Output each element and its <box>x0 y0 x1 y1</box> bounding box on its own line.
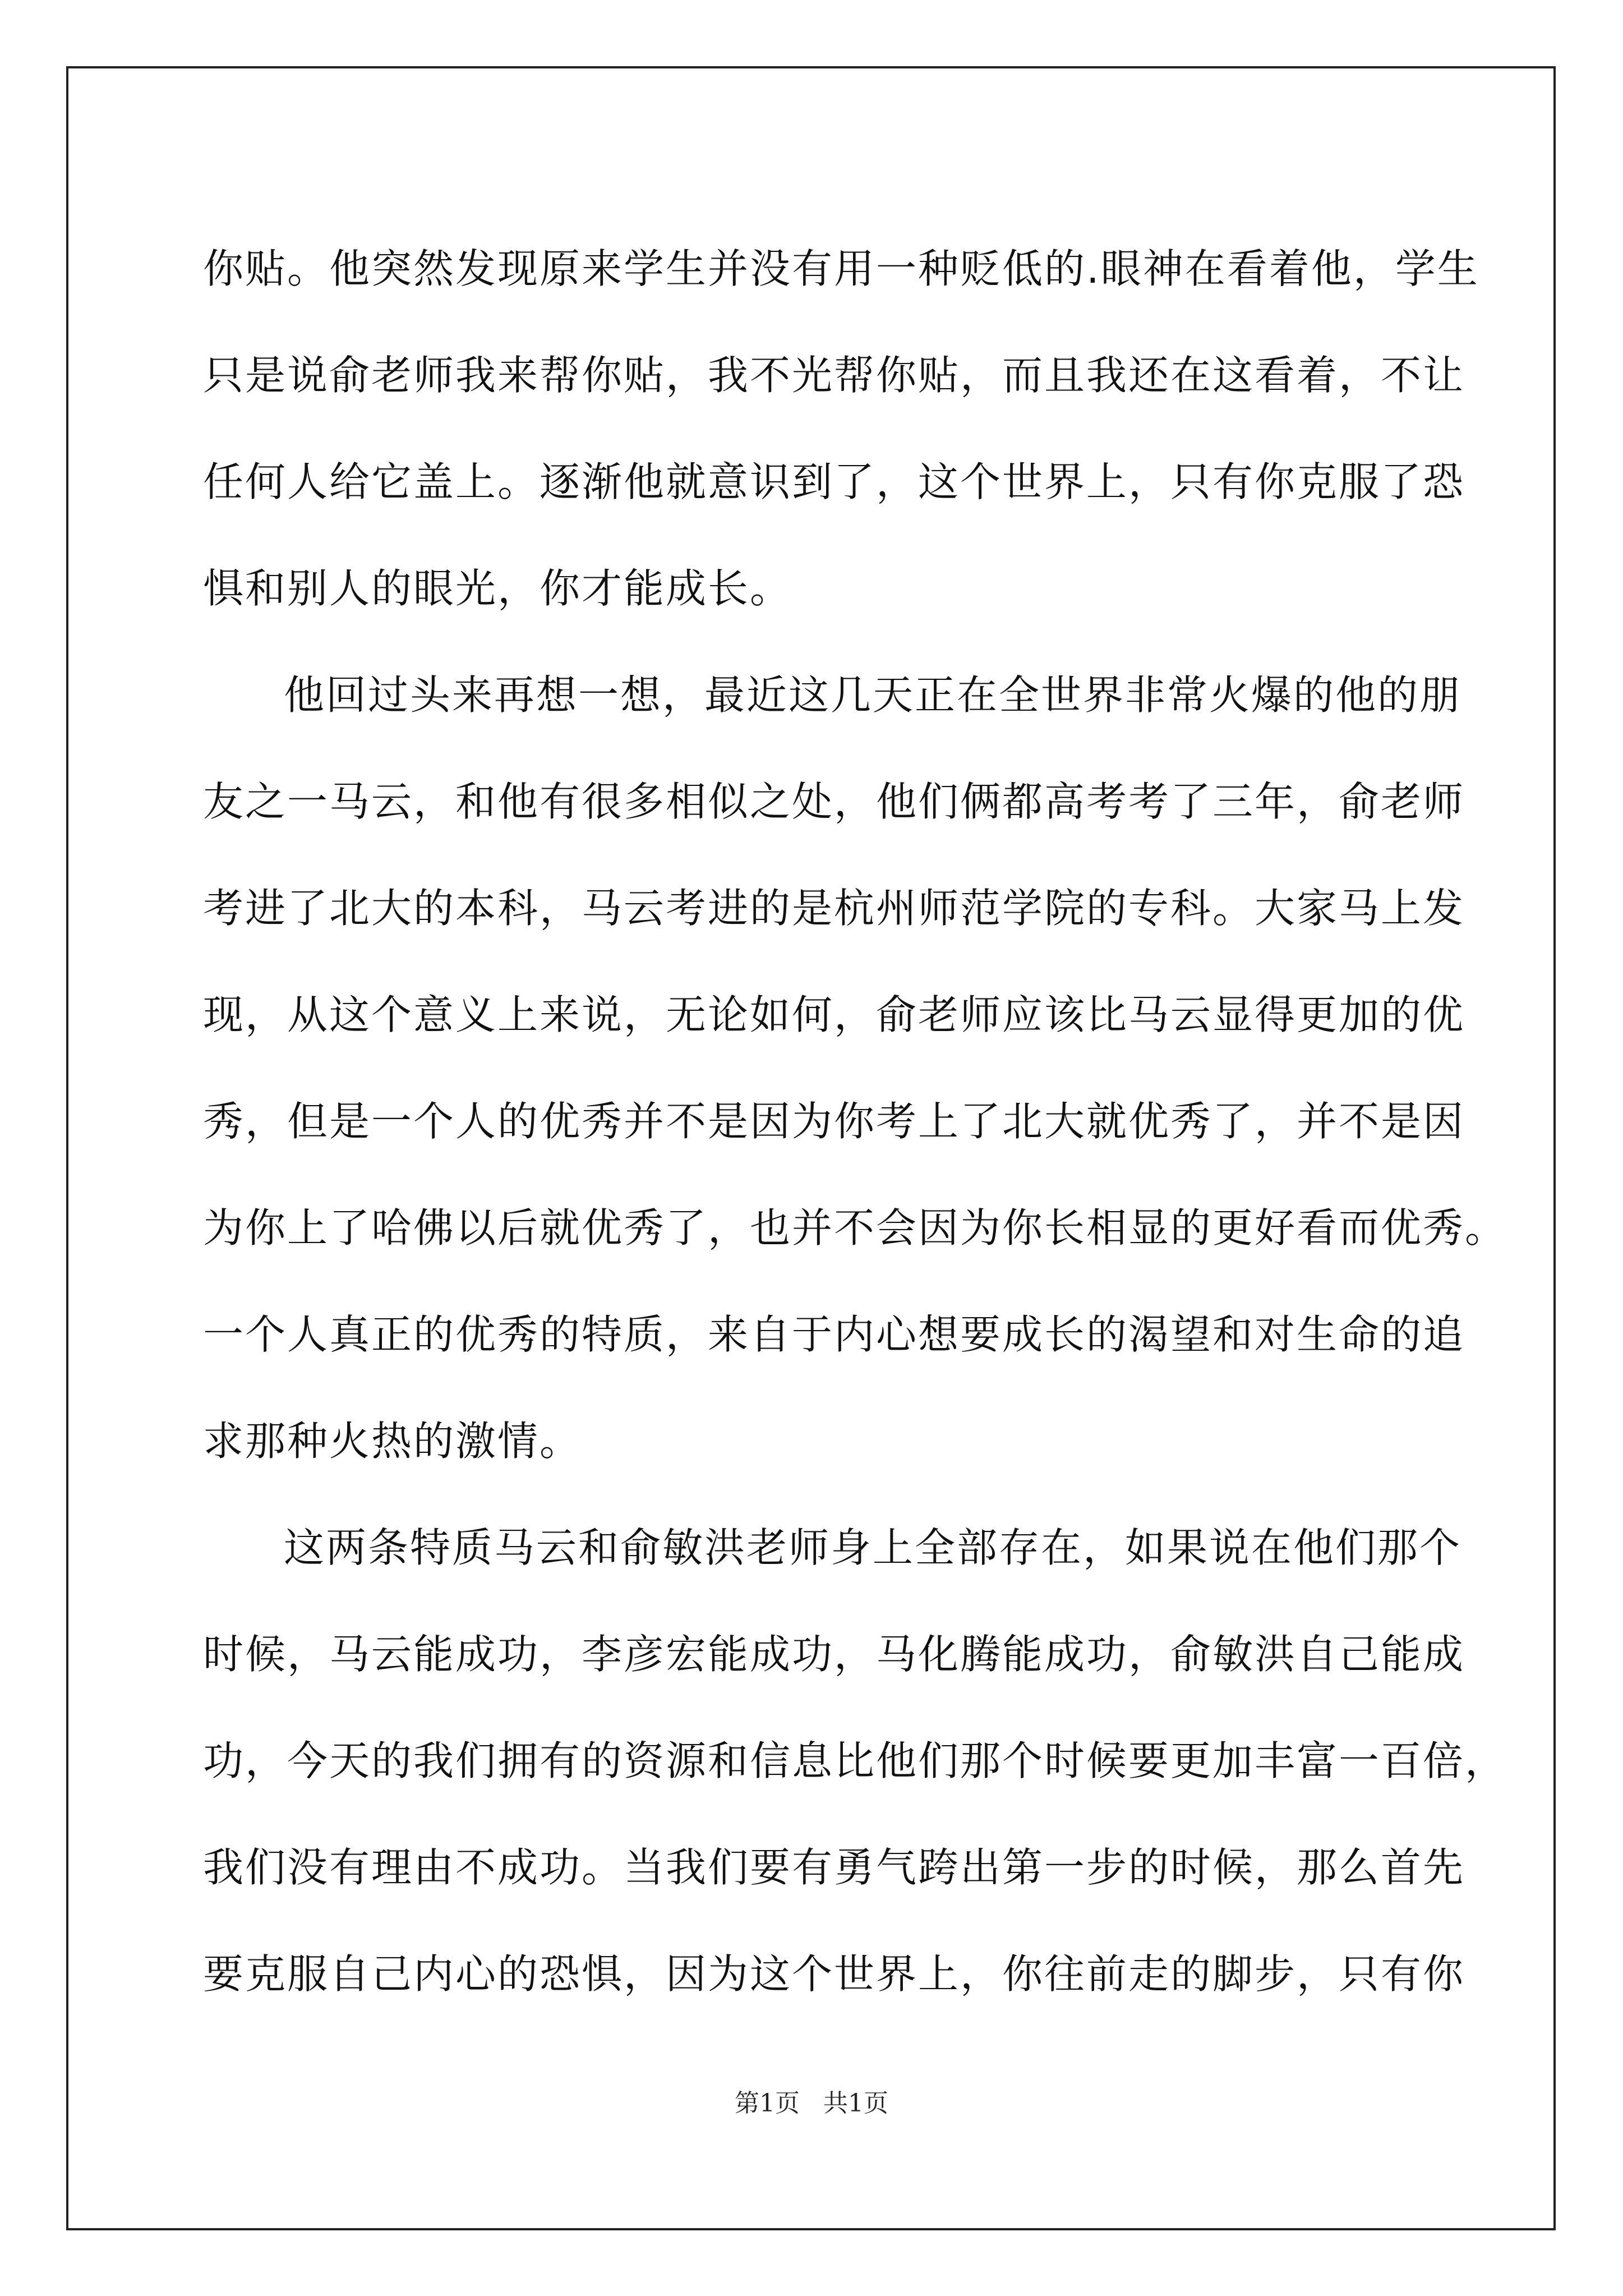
document-body <box>203 215 1507 2027</box>
text-line: 秀，但是一个人的优秀并不是因为你考上了北大就优秀了，并不是因 <box>203 1098 1465 1145</box>
text-line: 友之一马云，和他有很多相似之处，他们俩都高考考了三年，俞老师 <box>203 778 1465 825</box>
page-footer: 第1页 共1页 <box>735 2089 888 2118</box>
text-line: 时候，马云能成功，李彦宏能成功，马化腾能成功，俞敏洪自己能成 <box>203 1631 1465 1678</box>
text-line: 一个人真正的优秀的特质，来自于内心想要成长的渴望和对生命的追 <box>203 1311 1465 1358</box>
text-line: 要克服自己内心的恐惧，因为这个世界上，你往前走的脚步，只有你 <box>203 1950 1465 1998</box>
text-line: 只是说俞老师我来帮你贴，我不光帮你贴，而且我还在这看着，不让 <box>203 352 1465 399</box>
text-line: 我们没有理由不成功。当我们要有勇气跨出第一步的时候，那么首先 <box>203 1844 1465 1891</box>
text-line: 为你上了哈佛以后就优秀了，也并不会因为你长相显的更好看而优秀。 <box>203 1204 1507 1251</box>
text-line: 任何人给它盖上。逐渐他就意识到了，这个世界上，只有你克服了恐 <box>203 458 1465 505</box>
text-line: 惧和别人的眼光，你才能成长。 <box>203 565 792 612</box>
paragraph-start-line: 他回过头来再想一想，最近这几天正在全世界非常火爆的他的朋 <box>284 671 1462 719</box>
text-line: 你贴。他突然发现原来学生并没有用一种贬低的.眼神在看着他，学生 <box>203 245 1479 292</box>
text-line: 功，今天的我们拥有的资源和信息比他们那个时候要更加丰富一百倍， <box>203 1737 1507 1784</box>
text-line: 考进了北大的本科，马云考进的是杭州师范学院的专科。大家马上发 <box>203 885 1465 932</box>
text-line: 现，从这个意义上来说，无论如何，俞老师应该比马云显得更加的优 <box>203 991 1465 1038</box>
paragraph-start-line: 这两条特质马云和俞敏洪老师身上全部存在，如果说在他们那个 <box>284 1524 1462 1571</box>
text-line: 求那种火热的激情。 <box>203 1418 582 1465</box>
